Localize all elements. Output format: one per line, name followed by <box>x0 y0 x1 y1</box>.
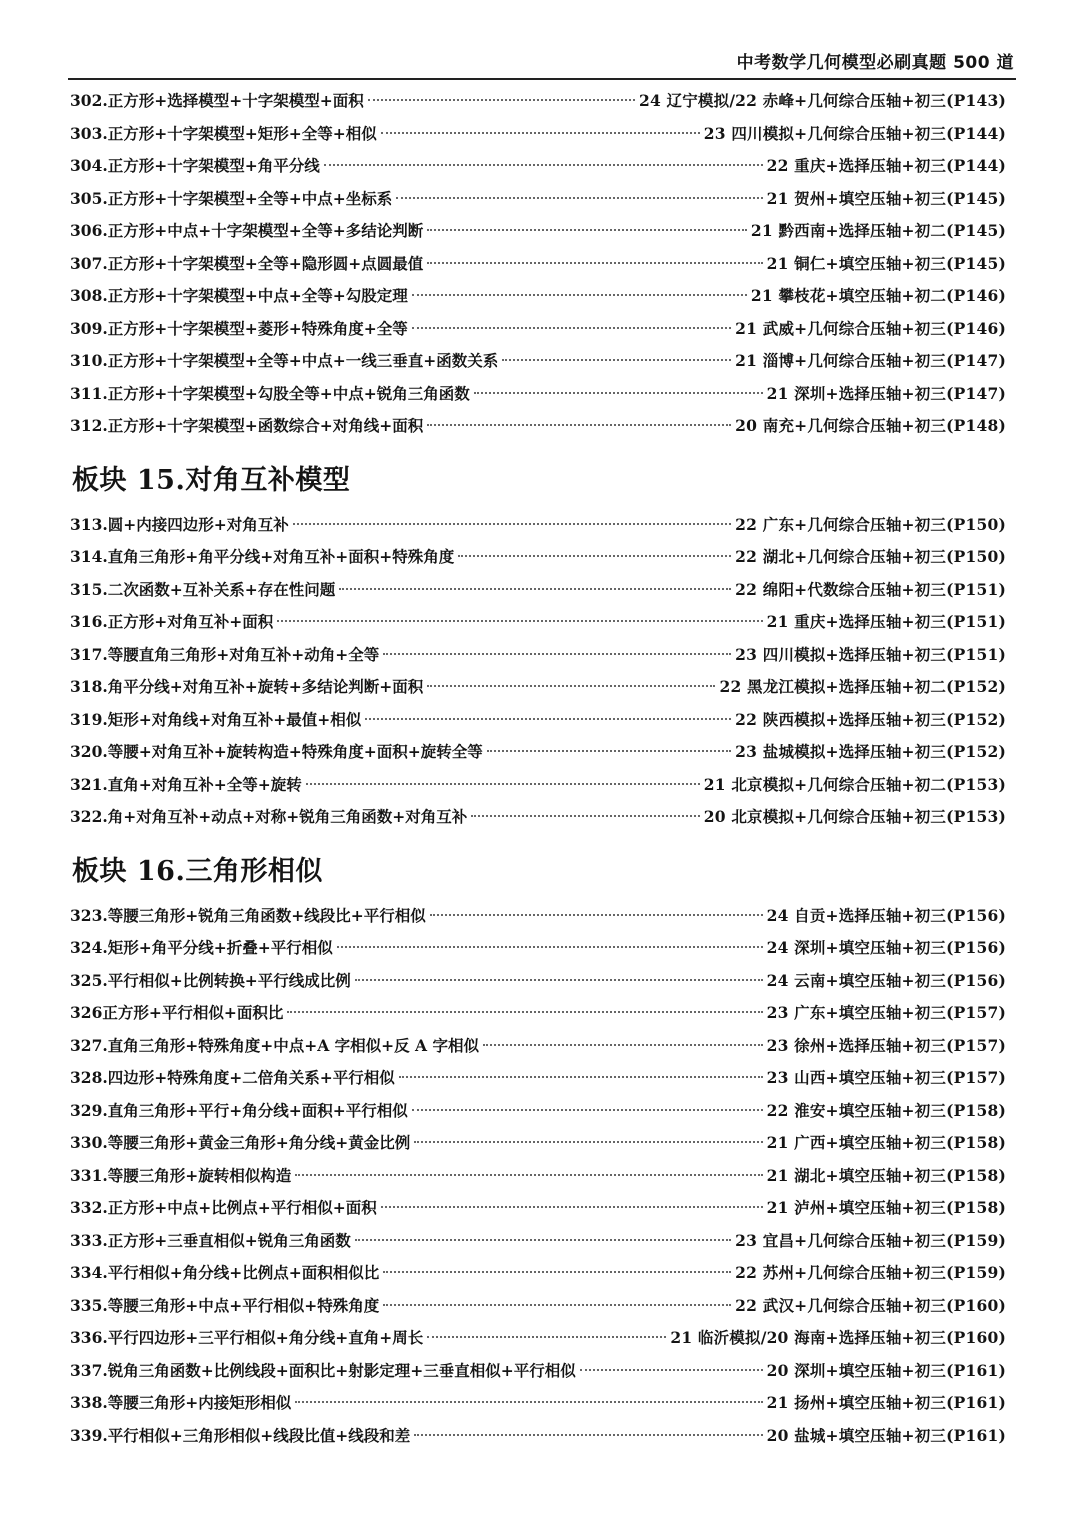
toc-entry <box>70 183 1006 216</box>
dot-leader <box>355 979 763 981</box>
section-title: 板块 16.三角形相似 <box>72 855 323 887</box>
toc-entry <box>70 1257 1006 1290</box>
entry-topic: 等腰三角形+内接矩形相似 <box>107 1393 292 1412</box>
entry-source: 21 淄博+几何综合压轴+初三(P147) <box>735 351 1006 370</box>
toc-entry <box>70 378 1006 411</box>
entry-source: 20 盐城+填空压轴+初三(P161) <box>766 1425 1006 1445</box>
entry-source: 21 武威+几何综合压轴+初三(P146) <box>735 318 1006 338</box>
dot-leader <box>430 914 763 916</box>
toc-entry <box>70 1192 1006 1225</box>
entry-source: 22 黑龙江模拟+选择压轴+初二(P152) <box>719 677 1006 696</box>
entry-number: 328. <box>70 1068 108 1087</box>
entry-topic: 锐角三角函数+比例线段+面积比+射影定理+三垂直相似+平行相似 <box>107 1360 576 1380</box>
entry-topic: 直角三角形+角平分线+对角互补+面积+特殊角度 <box>107 547 455 566</box>
entry-number: 309. <box>70 318 108 338</box>
dot-leader <box>483 1044 763 1046</box>
entry-topic: 等腰直角三角形+对角互补+动角+全等 <box>107 644 380 664</box>
entry-topic: 等腰三角形+锐角三角函数+线段比+平行相似 <box>107 905 426 925</box>
entry-number: 315. <box>70 579 108 599</box>
entry-source: 21 重庆+选择压轴+初三(P151) <box>766 612 1006 631</box>
entry-source: 22 淮安+填空压轴+初三(P158) <box>766 1100 1006 1120</box>
entry-source: 23 四川模拟+选择压轴+初三(P151) <box>735 644 1006 664</box>
dot-leader <box>295 1401 762 1403</box>
entry-topic: 正方形+中点+比例点+平行相似+面积 <box>107 1198 377 1217</box>
entry-number: 335. <box>70 1295 108 1315</box>
dot-leader <box>383 1304 731 1306</box>
entry-number: 322. <box>70 807 108 826</box>
toc-list <box>70 900 1006 1453</box>
entry-topic: 正方形+十字架模型+矩形+全等+相似 <box>107 123 377 143</box>
entry-topic: 直角+对角互补+全等+旋转 <box>107 774 302 794</box>
entry-topic: 正方形+选择模型+十字架模型+面积 <box>107 91 364 110</box>
toc-entry <box>70 1160 1006 1193</box>
entry-number: 323. <box>70 905 108 925</box>
entry-topic: 四边形+特殊角度+二倍角关系+平行相似 <box>107 1068 395 1087</box>
toc-entry <box>70 280 1006 313</box>
dot-leader <box>427 229 747 231</box>
toc-entry <box>70 1095 1006 1128</box>
toc-entry <box>70 1322 1006 1355</box>
dot-leader <box>277 620 762 622</box>
toc-entry <box>70 997 1006 1030</box>
toc-entry <box>70 704 1006 737</box>
entry-source: 24 深圳+填空压轴+初三(P156) <box>766 938 1006 957</box>
dot-leader <box>414 1141 762 1143</box>
entry-number: 312. <box>70 416 108 435</box>
entry-number: 338. <box>70 1393 108 1412</box>
entry-topic: 矩形+角平分线+折叠+平行相似 <box>107 938 333 957</box>
toc-entry <box>70 965 1006 998</box>
dot-leader <box>355 1239 731 1241</box>
entry-source: 22 陕西模拟+选择压轴+初三(P152) <box>735 709 1006 729</box>
toc-entry <box>70 541 1006 574</box>
entry-source: 21 泸州+填空压轴+初三(P158) <box>766 1198 1006 1217</box>
entry-topic: 直角三角形+特殊角度+中点+A 字相似+反 A 字相似 <box>107 1035 479 1055</box>
entry-topic: 正方形+十字架模型+函数综合+对角线+面积 <box>107 416 424 435</box>
entry-source: 22 绵阳+代数综合压轴+初三(P151) <box>735 579 1006 599</box>
dot-leader <box>471 815 700 817</box>
dot-leader <box>412 327 731 329</box>
entry-topic: 正方形+十字架模型+中点+全等+勾股定理 <box>107 286 408 305</box>
entry-topic: 正方形+十字架模型+菱形+特殊角度+全等 <box>107 318 408 338</box>
entry-source: 23 四川模拟+几何综合压轴+初三(P144) <box>703 123 1006 143</box>
toc-entry <box>70 1225 1006 1258</box>
toc-entry <box>70 118 1006 151</box>
entry-number: 305. <box>70 188 108 208</box>
entry-source: 22 苏州+几何综合压轴+初三(P159) <box>735 1263 1006 1282</box>
toc-content <box>70 85 1006 1452</box>
entry-topic: 等腰+对角互补+旋转构造+特殊角度+面积+旋转全等 <box>107 742 483 761</box>
entry-number: 327. <box>70 1035 108 1055</box>
entry-topic: 正方形+中点+十字架模型+全等+多结论判断 <box>107 221 424 240</box>
dot-leader <box>396 197 762 199</box>
dot-leader <box>458 555 731 557</box>
dot-leader <box>287 1011 762 1013</box>
entry-source: 23 山西+填空压轴+初三(P157) <box>766 1068 1006 1087</box>
entry-number: 318. <box>70 677 108 696</box>
entry-source: 20 南充+几何综合压轴+初三(P148) <box>735 416 1006 435</box>
entry-source: 22 湖北+几何综合压轴+初三(P150) <box>735 547 1006 566</box>
toc-entry <box>70 215 1006 248</box>
entry-source: 22 重庆+选择压轴+初三(P144) <box>766 156 1006 175</box>
toc-entry <box>70 1420 1006 1453</box>
entry-number: 325. <box>70 970 108 990</box>
entry-number: 303. <box>70 123 108 143</box>
dot-leader <box>368 99 635 101</box>
entry-source: 22 广东+几何综合压轴+初三(P150) <box>735 514 1006 534</box>
entry-source: 21 北京模拟+几何综合压轴+初二(P153) <box>703 774 1006 794</box>
entry-topic: 正方形+十字架模型+全等+隐形圆+点圆最值 <box>107 253 424 273</box>
dot-leader <box>399 1076 763 1078</box>
entry-source: 21 贺州+填空压轴+初三(P145) <box>766 188 1006 208</box>
dot-leader <box>383 1271 731 1273</box>
entry-source: 20 深圳+填空压轴+初三(P161) <box>766 1360 1006 1380</box>
toc-entry <box>70 606 1006 639</box>
entry-topic: 正方形+十字架模型+全等+中点+一线三垂直+函数关系 <box>107 351 499 370</box>
entry-source: 22 武汉+几何综合压轴+初三(P160) <box>735 1295 1006 1315</box>
entry-number: 308. <box>70 286 108 305</box>
dot-leader <box>381 132 700 134</box>
entry-number: 307. <box>70 253 108 273</box>
toc-entry <box>70 736 1006 769</box>
entry-number: 317. <box>70 644 108 664</box>
entry-number: 316. <box>70 612 108 631</box>
entry-number: 306. <box>70 221 108 240</box>
entry-topic: 等腰三角形+黄金三角形+角分线+黄金比例 <box>107 1133 411 1152</box>
entry-number: 304. <box>70 156 108 175</box>
dot-leader <box>295 1174 762 1176</box>
entry-source: 21 广西+填空压轴+初三(P158) <box>766 1133 1006 1152</box>
entry-source: 21 扬州+填空压轴+初三(P161) <box>766 1393 1006 1412</box>
entry-topic: 角平分线+对角互补+旋转+多结论判断+面积 <box>107 677 424 696</box>
entry-source: 23 盐城模拟+选择压轴+初三(P152) <box>735 742 1006 761</box>
entry-source: 21 临沂模拟/20 海南+选择压轴+初三(P160) <box>670 1328 1006 1347</box>
dot-leader <box>414 1434 762 1436</box>
toc-entry <box>70 248 1006 281</box>
entry-number: 311. <box>70 383 108 403</box>
dot-leader <box>383 653 731 655</box>
dot-leader <box>580 1369 763 1371</box>
entry-topic: 平行相似+比例转换+平行线成比例 <box>107 970 351 990</box>
entry-topic: 正方形+对角互补+面积 <box>107 612 274 631</box>
entry-number: 313. <box>70 514 108 534</box>
entry-source: 21 铜仁+填空压轴+初三(P145) <box>766 253 1006 273</box>
entry-number: 333. <box>70 1230 108 1250</box>
dot-leader <box>502 359 731 361</box>
entry-topic: 直角三角形+平行+角分线+面积+平行相似 <box>107 1100 408 1120</box>
dot-leader <box>293 523 731 525</box>
toc-entry <box>70 410 1006 443</box>
toc-entry <box>70 801 1006 834</box>
entry-topic: 平行相似+角分线+比例点+面积相似比 <box>107 1263 380 1282</box>
dot-leader <box>427 424 731 426</box>
entry-topic: 等腰三角形+旋转相似构造 <box>107 1165 292 1185</box>
entry-topic: 角+对角互补+动点+对称+锐角三角函数+对角互补 <box>107 807 468 826</box>
entry-number: 321. <box>70 774 108 794</box>
dot-leader <box>365 718 731 720</box>
dot-leader <box>412 1109 763 1111</box>
toc-entry <box>70 150 1006 183</box>
dot-leader <box>427 1336 666 1338</box>
entry-number: 337. <box>70 1360 108 1380</box>
toc-entry <box>70 932 1006 965</box>
dot-leader <box>474 392 763 394</box>
entry-topic: 正方形+十字架模型+角平分线 <box>107 156 320 175</box>
toc-entry <box>70 1355 1006 1388</box>
entry-topic: 正方形+平行相似+面积比 <box>102 1003 284 1022</box>
entry-source: 21 深圳+选择压轴+初三(P147) <box>766 383 1006 403</box>
entry-source: 24 云南+填空压轴+初三(P156) <box>766 970 1006 990</box>
entry-topic: 正方形+十字架模型+勾股全等+中点+锐角三角函数 <box>107 383 470 403</box>
dot-leader <box>339 588 731 590</box>
toc-entry <box>70 1062 1006 1095</box>
entry-number: 339. <box>70 1425 108 1445</box>
dot-leader <box>427 262 762 264</box>
dot-leader <box>306 783 700 785</box>
dot-leader <box>427 685 715 687</box>
entry-topic: 正方形+十字架模型+全等+中点+坐标系 <box>107 188 393 208</box>
toc-list <box>70 509 1006 834</box>
entry-topic: 等腰三角形+中点+平行相似+特殊角度 <box>107 1295 380 1315</box>
entry-topic: 正方形+三垂直相似+锐角三角函数 <box>107 1230 351 1250</box>
toc-entry <box>70 574 1006 607</box>
entry-number: 319. <box>70 709 108 729</box>
entry-number: 314. <box>70 547 108 566</box>
entry-number: 326 <box>70 1003 103 1022</box>
header-rule <box>68 78 1016 80</box>
entry-number: 331. <box>70 1165 108 1185</box>
toc-entry <box>70 345 1006 378</box>
toc-entry <box>70 769 1006 802</box>
toc-entry <box>70 1387 1006 1420</box>
toc-entry <box>70 85 1006 118</box>
page-header-title: 中考数学几何模型必刷真题 500 道 <box>736 53 1014 73</box>
entry-source: 23 广东+填空压轴+初三(P157) <box>766 1003 1006 1022</box>
entry-number: 302. <box>70 91 108 110</box>
toc-entry <box>70 1127 1006 1160</box>
dot-leader <box>487 750 731 752</box>
entry-number: 324. <box>70 938 108 957</box>
entry-source: 21 黔西南+选择压轴+初二(P145) <box>750 221 1006 240</box>
entry-number: 336. <box>70 1328 108 1347</box>
entry-topic: 矩形+对角线+对角互补+最值+相似 <box>107 709 362 729</box>
toc-list <box>70 85 1006 443</box>
entry-source: 23 宜昌+几何综合压轴+初三(P159) <box>735 1230 1006 1250</box>
toc-entry <box>70 509 1006 542</box>
entry-number: 332. <box>70 1198 108 1217</box>
entry-number: 320. <box>70 742 108 761</box>
dot-leader <box>337 946 763 948</box>
dot-leader <box>412 294 747 296</box>
entry-source: 20 北京模拟+几何综合压轴+初三(P153) <box>703 807 1006 826</box>
entry-topic: 平行相似+三角形相似+线段比值+线段和差 <box>107 1425 411 1445</box>
entry-number: 334. <box>70 1263 108 1282</box>
entry-source: 24 自贡+选择压轴+初三(P156) <box>766 905 1006 925</box>
entry-topic: 二次函数+互补关系+存在性问题 <box>107 579 336 599</box>
toc-entry <box>70 313 1006 346</box>
toc-entry <box>70 900 1006 933</box>
dot-leader <box>324 164 763 166</box>
section-title: 板块 15.对角互补模型 <box>72 464 351 496</box>
entry-source: 24 辽宁模拟/22 赤峰+几何综合压轴+初三(P143) <box>638 91 1006 110</box>
entry-number: 329. <box>70 1100 108 1120</box>
entry-source: 21 攀枝花+填空压轴+初二(P146) <box>750 286 1006 305</box>
dot-leader <box>381 1206 763 1208</box>
entry-source: 21 湖北+填空压轴+初三(P158) <box>766 1165 1006 1185</box>
toc-entry <box>70 671 1006 704</box>
toc-entry <box>70 1030 1006 1063</box>
entry-source: 23 徐州+选择压轴+初三(P157) <box>766 1035 1006 1055</box>
toc-entry <box>70 639 1006 672</box>
entry-number: 310. <box>70 351 108 370</box>
toc-entry <box>70 1290 1006 1323</box>
entry-topic: 平行四边形+三平行相似+角分线+直角+周长 <box>107 1328 424 1347</box>
entry-topic: 圆+内接四边形+对角互补 <box>107 514 289 534</box>
entry-number: 330. <box>70 1133 108 1152</box>
